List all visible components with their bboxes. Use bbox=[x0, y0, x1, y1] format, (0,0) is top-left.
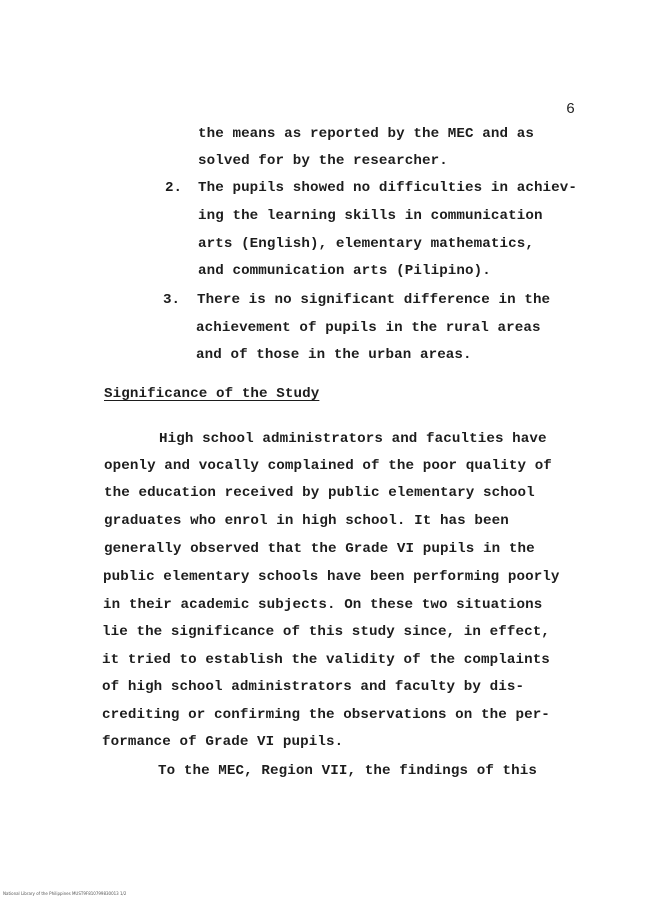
paragraph-1-line-3: the education received by public elementary school bbox=[104, 485, 535, 501]
finding-3-line-1: There is no significant difference in the bbox=[197, 292, 551, 308]
finding-2-line-1: The pupils showed no difficulties in achiev- bbox=[198, 180, 578, 196]
finding-2-number: 2. bbox=[165, 180, 183, 196]
paragraph-1-line-6: public elementary schools have been performing poorly bbox=[103, 569, 560, 585]
paragraph-1-line-11: crediting or confirming the observations on the per- bbox=[102, 707, 550, 723]
paragraph-1-line-2: openly and vocally complained of the poor quality of bbox=[104, 458, 552, 474]
footer-archive-stamp: National Library of the Philippines MUST9F810799830013 1/2 bbox=[3, 891, 127, 896]
paragraph-1-line-1: High school administrators and faculties have bbox=[159, 431, 547, 447]
finding-3-line-2: achievement of pupils in the rural areas bbox=[196, 320, 541, 336]
intro-line-1: the means as reported by the MEC and as bbox=[198, 126, 534, 142]
paragraph-1-line-5: generally observed that the Grade VI pupils in the bbox=[104, 541, 535, 557]
paragraph-2-line-1: To the MEC, Region VII, the findings of this bbox=[158, 763, 538, 779]
paragraph-1-line-12: formance of Grade VI pupils. bbox=[102, 734, 344, 750]
finding-3-line-3: and of those in the urban areas. bbox=[196, 347, 472, 363]
finding-2-line-4: and communication arts (Pilipino). bbox=[198, 263, 491, 279]
paragraph-1-line-4: graduates who enrol in high school. It has been bbox=[104, 513, 509, 529]
finding-3-number: 3. bbox=[163, 292, 181, 308]
paragraph-1-line-10: of high school administrators and faculty by dis- bbox=[102, 679, 525, 695]
intro-line-2: solved for by the researcher. bbox=[198, 153, 448, 169]
section-heading: Significance of the Study bbox=[104, 386, 320, 402]
page-number: 6 bbox=[566, 101, 576, 118]
finding-2-line-2: ing the learning skills in communication bbox=[198, 208, 543, 224]
paragraph-1-line-8: lie the significance of this study since, in effect, bbox=[102, 624, 550, 640]
paragraph-1-line-7: in their academic subjects. On these two situations bbox=[103, 597, 543, 613]
finding-2-line-3: arts (English), elementary mathematics, bbox=[198, 236, 534, 252]
paragraph-1-line-9: it tried to establish the validity of the complaints bbox=[102, 652, 550, 668]
